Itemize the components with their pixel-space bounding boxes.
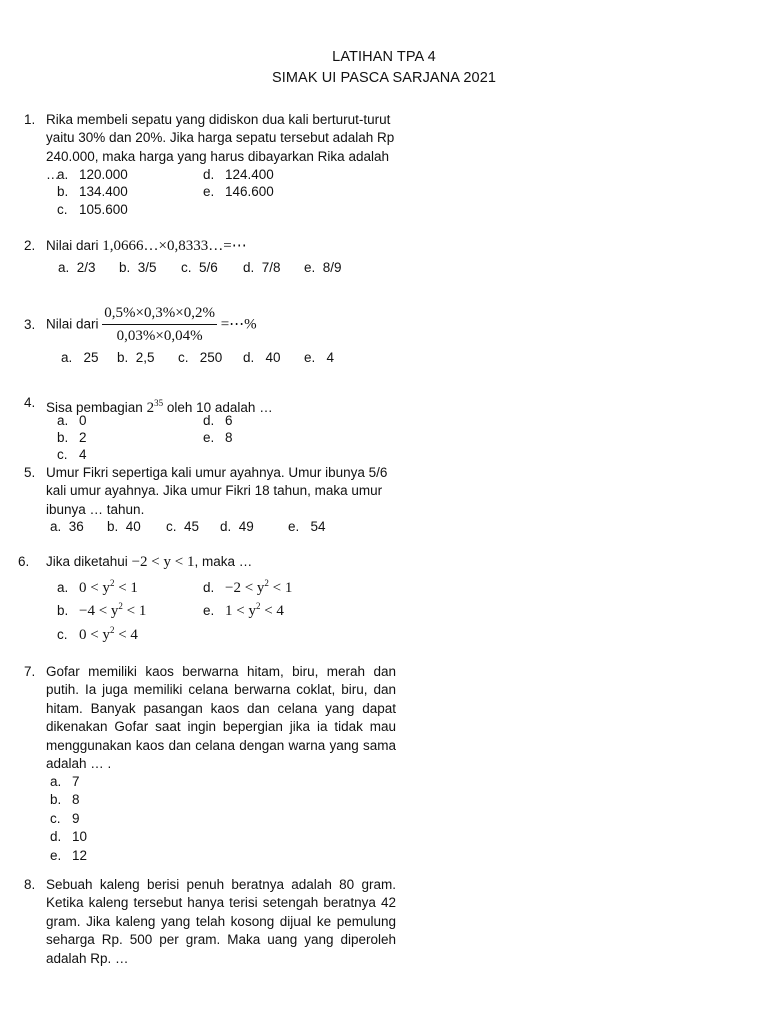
document-title: LATIHAN TPA 4 <box>332 49 436 65</box>
option-b[interactable]: b. 40 <box>107 519 141 534</box>
question-text: Nilai dari $\frac{0,5\%\times 0,3\%\times 0,2\%}{0,03\%\times 0,04\%}$ =⋯% <box>46 305 257 344</box>
option-a[interactable]: a. 36 <box>50 519 84 534</box>
math-expression: 1,0666…×0,8333…=⋯ <box>102 238 247 254</box>
question-6 <box>18 553 390 571</box>
question-number: 8. <box>24 877 36 892</box>
question-8 <box>24 876 396 968</box>
option-e[interactable]: e. 8/9 <box>304 260 342 275</box>
option-d[interactable]: d. 124.400 <box>203 167 274 182</box>
option-a[interactable]: a. 7 <box>50 774 80 789</box>
option-d[interactable]: d. 49 <box>220 519 254 534</box>
option-c[interactable]: c. 9 <box>50 811 80 826</box>
fraction-denominator: 0,03%×0,04% <box>116 328 203 344</box>
option-b[interactable]: b. 8 <box>50 792 80 807</box>
option-b[interactable]: b. $-4 < y^2 < 1$ <box>57 601 147 619</box>
option-b[interactable]: b. 134.400 <box>57 184 128 199</box>
question-text: Nilai dari 1,0666…×0,8333…=⋯ <box>46 238 247 254</box>
option-b[interactable]: b. 3/5 <box>119 260 157 275</box>
question-number: 1. <box>24 112 36 127</box>
option-e[interactable]: e. 8 <box>203 430 233 445</box>
document-subtitle: SIMAK UI PASCA SARJANA 2021 <box>271 70 497 86</box>
math-expression: −2 < y < 1 <box>131 554 195 570</box>
question-text: Jika diketahui −2 < y < 1, maka … <box>46 554 253 570</box>
fraction-numerator: 0,5%×0,3%×0,2% <box>102 304 217 325</box>
option-c[interactable]: c. 45 <box>166 519 200 534</box>
math-suffix: =⋯% <box>220 316 257 333</box>
option-d[interactable]: d. 40 <box>243 350 281 365</box>
option-d[interactable]: d. $-2 < y^2 < 1$ <box>203 578 293 596</box>
question-text: Sisa pembagian $2^{35}$ oleh 10 adalah … <box>46 398 273 416</box>
option-e[interactable]: e. $1 < y^2 < 4$ <box>203 601 284 619</box>
option-e[interactable]: e. 4 <box>304 350 335 365</box>
question-2 <box>24 237 396 255</box>
option-c[interactable]: c. 4 <box>57 447 87 462</box>
option-e[interactable]: e. 146.600 <box>203 184 274 199</box>
question-5 <box>24 464 396 519</box>
question-7 <box>24 663 396 773</box>
question-line: kali umur ayahnya. Jika umur Fikri 18 tahun, maka umur <box>46 483 383 499</box>
option-d[interactable]: d. 10 <box>50 829 88 844</box>
question-number: 4. <box>24 395 36 410</box>
question-text <box>46 464 396 519</box>
fraction <box>102 304 217 345</box>
option-c[interactable]: c. 105.600 <box>57 202 128 217</box>
question-line: ibunya … tahun. <box>46 501 145 517</box>
option-c[interactable]: c. $0 < y^2 < 4$ <box>57 625 138 643</box>
question-number: 2. <box>24 238 36 253</box>
option-a[interactable]: a. 0 <box>57 413 87 428</box>
option-d[interactable]: d. 6 <box>203 413 233 428</box>
question-line: Umur Fikri sepertiga kali umur ayahnya. Umur ibunya 5/6 <box>46 465 388 480</box>
option-a[interactable]: a. 120.000 <box>57 167 128 182</box>
question-text: Sebuah kaleng berisi penuh beratnya adalah 80 gram. Ketika kaleng tersebut hanya terisi setengah beratnya 42 gram. Jika kaleng yang telah kosong dijual ke pemulung seharga Rp. 500 per gram. Maka uang yang diperoleh adalah Rp. … <box>46 877 396 966</box>
option-e[interactable]: e. 12 <box>50 848 88 863</box>
option-c[interactable]: c. 5/6 <box>181 260 218 275</box>
question-number: 7. <box>24 664 36 679</box>
question-number: 3. <box>24 317 36 332</box>
option-a[interactable]: a. 25 <box>61 350 99 365</box>
question-number: 6. <box>18 554 30 569</box>
question-line: 240.000, maka harga yang harus dibayarkan Rika adalah … <box>46 148 389 183</box>
option-b[interactable]: b. 2,5 <box>117 350 155 365</box>
option-e[interactable]: e. 54 <box>288 519 326 534</box>
option-b[interactable]: b. 2 <box>57 430 87 445</box>
question-line: yaitu 30% dan 20%. Jika harga sepatu tersebut adalah Rp <box>46 130 395 146</box>
option-a[interactable]: a. $0 < y^2 < 1$ <box>57 578 138 596</box>
question-text: Gofar memiliki kaos berwarna hitam, biru, merah dan putih. Ia juga memiliki celana berwarna coklat, biru, dan hitam. Banyak pasangan kaos dan celana yang dapat dikenakan Gofar saat ingin bepergian jika ia tidak mau menggunakan kaos dan celana dengan warna yang sama adalah … . <box>46 664 396 772</box>
question-line: Rika membeli sepatu yang didiskon dua kali berturut-turut <box>46 112 391 127</box>
option-c[interactable]: c. 250 <box>178 350 223 365</box>
option-d[interactable]: d. 7/8 <box>243 260 281 275</box>
option-a[interactable]: a. 2/3 <box>58 260 96 275</box>
question-number: 5. <box>24 465 36 480</box>
